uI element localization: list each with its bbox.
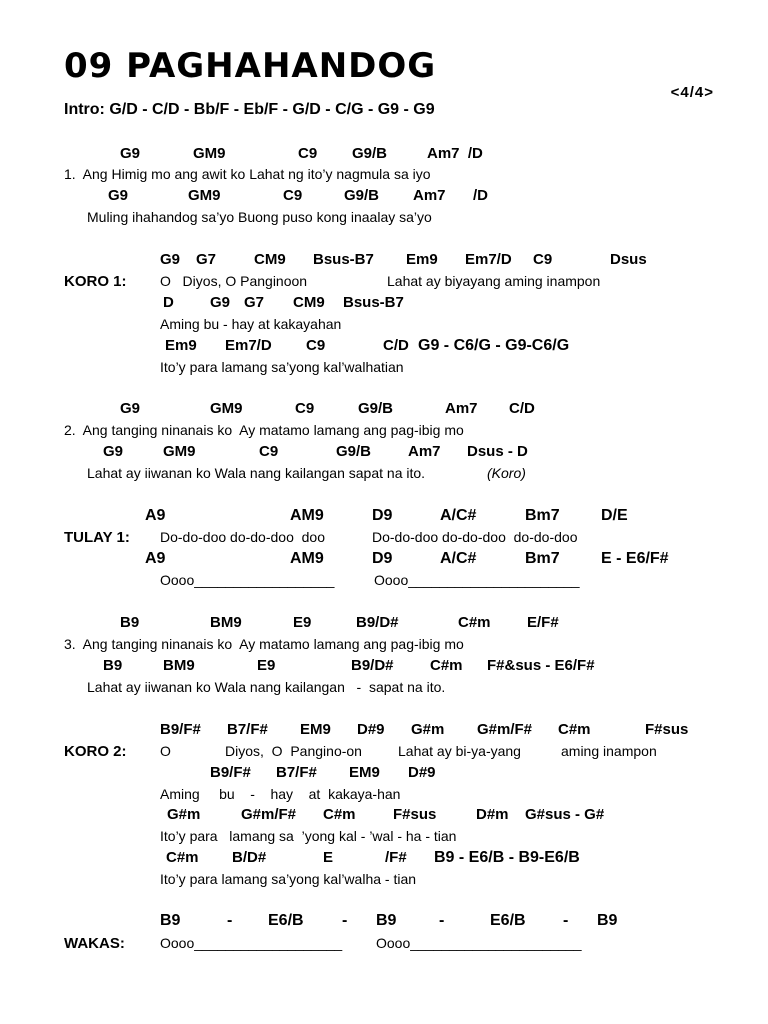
verse3-chord-line-1	[0, 614, 768, 634]
chord: D#m	[476, 806, 509, 823]
chord: BM9	[210, 614, 242, 631]
chord: D#9	[408, 764, 436, 781]
chord: B/D#	[232, 849, 267, 866]
lyric: 2. Ang tanging ninanais ko Ay matamo lamang ang pag-ibig mo	[64, 422, 464, 438]
chord: D9	[372, 507, 393, 524]
chord: G9	[120, 145, 141, 162]
chord: B7/F#	[276, 764, 317, 781]
chord: B9	[160, 912, 181, 929]
chord: D	[163, 294, 174, 311]
chord: E - E6/F#	[601, 550, 669, 567]
chord: Bm7	[525, 550, 560, 567]
wakas-lyric-line	[0, 934, 768, 954]
lyric: Do-do-doo do-do-doo do-do-doo	[372, 529, 578, 545]
koro1-lyric-line-1	[0, 272, 768, 292]
chord: Dsus	[610, 251, 647, 268]
chord: C#m	[458, 614, 491, 631]
chord: A/C#	[440, 507, 477, 524]
chord: G#m/F#	[477, 721, 533, 738]
chord: B9	[376, 912, 397, 929]
intro-line: Intro: G/D - C/D - Bb/F - Eb/F - G/D - C/G - G9 - G9	[64, 101, 435, 118]
lyric: 1. Ang Himig mo ang awit ko Lahat ng ito’y nagmula sa iyo	[64, 166, 431, 182]
chord: Bsus-B7	[313, 251, 374, 268]
koro2-lyric-line-1	[0, 742, 768, 762]
chord: -	[227, 912, 233, 929]
chord: G9/B	[358, 400, 394, 417]
lyric: Lahat ay biyayang aming inampon	[387, 273, 601, 289]
chord: C/D	[383, 337, 409, 354]
chord: E9	[257, 657, 276, 674]
chord: Am7	[408, 443, 441, 460]
verse2-chord-line-1	[0, 400, 768, 420]
chord: CM9	[293, 294, 325, 311]
lyric: Oooo__________________	[160, 572, 335, 588]
time-signature: <4/4>	[670, 84, 714, 101]
lyric: Diyos, O Pangino-on	[225, 743, 362, 759]
lyric: Oooo______________________	[376, 935, 582, 951]
chord: F#sus	[393, 806, 437, 823]
chord: G7	[196, 251, 217, 268]
chord: Em7/D	[465, 251, 512, 268]
lyric: Lahat ay bi-ya-yang	[398, 743, 521, 759]
chord: Bm7	[525, 507, 560, 524]
verse3-lyric-line-2	[0, 678, 768, 698]
chord: E6/B	[268, 912, 304, 929]
chord: AM9	[290, 507, 324, 524]
chord: G9	[103, 443, 124, 460]
chord: B7/F#	[227, 721, 268, 738]
chord: -	[563, 912, 569, 929]
chord: Em7/D	[225, 337, 272, 354]
chord: GM9	[163, 443, 196, 460]
chord: /D	[473, 187, 488, 204]
koro2-lyric-line-3	[0, 827, 768, 847]
verse1-chord-line-1	[0, 145, 768, 165]
chord: G#m	[167, 806, 201, 823]
chord: C/D	[509, 400, 535, 417]
chord: /F#	[385, 849, 407, 866]
koro2-chord-line-2	[0, 764, 768, 784]
lyric: aming inampon	[561, 743, 657, 759]
chord: C#m	[166, 849, 199, 866]
chord: Dsus - D	[467, 443, 528, 460]
lyric: Oooo___________________	[160, 935, 343, 951]
verse1-lyric-line-2	[0, 208, 768, 228]
chord: E	[323, 849, 334, 866]
lyric: O	[160, 743, 171, 759]
lyric: Aming bu - hay at kakaya-han	[160, 786, 401, 802]
section-label: WAKAS:	[64, 935, 125, 952]
chord: G9/B	[352, 145, 388, 162]
tulay1-lyric-line-2	[0, 571, 768, 591]
koro2-lyric-line-4	[0, 870, 768, 890]
lyric: Lahat ay iiwanan ko Wala nang kailangan - sapat na ito.	[87, 679, 446, 695]
lyric: Ito’y para lamang sa ’yong kal - ’wal - ha - tian	[160, 828, 457, 844]
chord: Em9	[406, 251, 438, 268]
verse1-lyric-line-1	[0, 165, 768, 185]
chord: G9	[120, 400, 141, 417]
chord: E/F#	[527, 614, 559, 631]
verse3-lyric-line-1	[0, 635, 768, 655]
chord: B9/D#	[356, 614, 399, 631]
chord: C#m	[558, 721, 591, 738]
chord: C9	[283, 187, 303, 204]
chord: B9	[103, 657, 123, 674]
chord: G#m/F#	[241, 806, 297, 823]
tulay1-chord-line-2	[0, 550, 768, 570]
chord: GM9	[188, 187, 221, 204]
tulay1-lyric-line-1	[0, 528, 768, 548]
chord: G9 - C6/G - G9-C6/G	[418, 337, 570, 354]
chord: G9/B	[336, 443, 372, 460]
chord: EM9	[349, 764, 380, 781]
verse2-chord-line-2	[0, 443, 768, 463]
lyric: Do-do-doo do-do-doo doo	[160, 529, 326, 545]
chord: G#sus - G#	[525, 806, 605, 823]
chord: C9	[259, 443, 279, 460]
chord: B9/D#	[351, 657, 394, 674]
chord: B9	[597, 912, 618, 929]
chord: Bsus-B7	[343, 294, 404, 311]
lyric: Muling ihahandog sa’yo Buong puso kong inaalay sa’yo	[87, 209, 432, 225]
chord: D/E	[601, 507, 628, 524]
chord: BM9	[163, 657, 195, 674]
chord: AM9	[290, 550, 324, 567]
chord: F#&sus - E6/F#	[487, 657, 595, 674]
chord: C9	[533, 251, 553, 268]
koro1-chord-line-2	[0, 294, 768, 314]
wakas-chord-line	[0, 912, 768, 932]
lyric: 3. Ang tanging ninanais ko Ay matamo lamang ang pag-ibig mo	[64, 636, 464, 652]
chord: -	[342, 912, 348, 929]
lyric: Oooo______________________	[374, 572, 580, 588]
chord: C9	[306, 337, 326, 354]
chord: G#m	[411, 721, 445, 738]
chord: F#sus	[645, 721, 689, 738]
chord: -	[439, 912, 445, 929]
koro2-chord-line-4	[0, 849, 768, 869]
chord: G9	[210, 294, 231, 311]
chord: Am7	[413, 187, 446, 204]
koro2-chord-line-3	[0, 806, 768, 826]
lyric: Aming bu - hay at kakayahan	[160, 316, 342, 332]
chord: A/C#	[440, 550, 477, 567]
chord: EM9	[300, 721, 331, 738]
section-label: TULAY 1:	[64, 529, 130, 546]
lyric: Ito’y para lamang sa’yong kal’walha - tian	[160, 871, 417, 887]
chord: C#m	[430, 657, 463, 674]
tulay1-chord-line-1	[0, 507, 768, 527]
chord: Am7 /D	[427, 145, 483, 162]
koro1-chord-line-3	[0, 337, 768, 357]
chord: Em9	[165, 337, 197, 354]
chord: C9	[295, 400, 315, 417]
koro2-lyric-line-2	[0, 785, 768, 805]
koro1-lyric-line-2	[0, 315, 768, 335]
song-title: 09 PAGHAHANDOG	[64, 46, 437, 86]
chord: D#9	[357, 721, 385, 738]
verse3-chord-line-2	[0, 657, 768, 677]
chord: G9	[160, 251, 181, 268]
chord: GM9	[210, 400, 243, 417]
chord: E9	[293, 614, 312, 631]
lyric: Lahat ay iiwanan ko Wala nang kailangan sapat na ito.	[87, 465, 426, 481]
koro2-chord-line-1	[0, 721, 768, 741]
lyric: O Diyos, O Panginoon	[160, 273, 308, 289]
chord: B9 - E6/B - B9-E6/B	[434, 849, 580, 866]
verse2-lyric-line-2	[0, 464, 768, 484]
chord: C9	[298, 145, 318, 162]
chord: CM9	[254, 251, 286, 268]
chord: B9	[120, 614, 140, 631]
chord: GM9	[193, 145, 226, 162]
repeat-note: (Koro)	[487, 465, 526, 481]
chord: C#m	[323, 806, 356, 823]
verse1-chord-line-2	[0, 187, 768, 207]
chord: A9	[145, 550, 166, 567]
chord: B9/F#	[160, 721, 201, 738]
chord: D9	[372, 550, 393, 567]
chord: A9	[145, 507, 166, 524]
chord: B9/F#	[210, 764, 251, 781]
koro1-chord-line-1	[0, 251, 768, 271]
chord: G9/B	[344, 187, 380, 204]
chord: Am7	[445, 400, 478, 417]
lyric: Ito’y para lamang sa’yong kal’walhatian	[160, 359, 404, 375]
chord: G9	[108, 187, 129, 204]
verse2-lyric-line-1	[0, 421, 768, 441]
section-label: KORO 1:	[64, 273, 127, 290]
section-label: KORO 2:	[64, 743, 127, 760]
chord: G7	[244, 294, 265, 311]
koro1-lyric-line-3	[0, 358, 768, 378]
chord: E6/B	[490, 912, 526, 929]
